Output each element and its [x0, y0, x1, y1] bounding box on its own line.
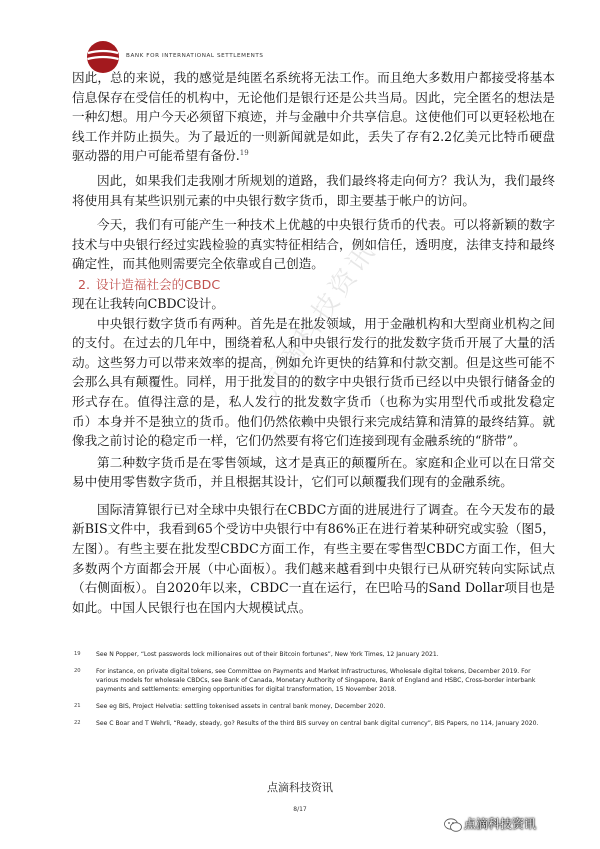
watermark: 点滴科技资讯: [254, 235, 383, 401]
footnote-number: 22: [74, 720, 81, 726]
paragraph-text: 因此，总的来说，我的感觉是纯匿名系统将无法工作。而且绝大多数用户都接受将基本信息保存在受信任的机构中，无论他们是银行还是公共当局。因此，完全匿名的想法是一种幻想。用户今天必须留下痕迹，并与金融中介共享信息。这使他们可以更轻松地在线工作并防止损失。为了最近的一则新闻就是如此，丢失了存有2.2亿美元比特币硬盘驱动器的用户可能希望有备份.: [72, 70, 555, 164]
footnote-number: 21: [74, 703, 81, 709]
wechat-badge[interactable]: [444, 815, 594, 835]
footnote-text: For instance, on private digital tokens, see Committee on Payments and Market Infrastructures, Wholesale digital tokens, December 2019. For various models for wholesale CBDCs, see Bank of Canada, Monetary Authority of Singapore, Bank of England and HSBC, Cross-border interbank payments and settlements: emerging opportunities for digital transformation, 15 November 2018.: [96, 668, 536, 693]
paragraph: 因此，如果我们走我刚才所规划的道路，我们最终将走向何方？我认为，我们最终将使用具有某些识别元素的中央银行数字货币，即主要基于帐户的访问。: [72, 172, 555, 208]
footnote: [74, 719, 544, 728]
footnote-text: See N Popper, “Lost passwords lock millionaires out of their Bitcoin fortunes”, New York Times, 12 January 2021.: [96, 651, 439, 658]
footnote-text: See eg BIS, Project Helvetia: settling tokenised assets in central bank money, December 2020.: [96, 703, 386, 710]
org-name: BANK FOR INTERNATIONAL SETTLEMENTS: [126, 53, 264, 59]
footnote-number: 19: [74, 651, 81, 657]
paragraph: 第二种数字货币是在零售领域，这才是真正的颠覆所在。家庭和企业可以在日常交易中使用零售数字货币，并且根据其设计，它们可以颠覆我们现有的金融系统。: [72, 454, 555, 490]
footnote: [74, 702, 544, 711]
footnote: [74, 667, 544, 694]
main-text: [72, 68, 555, 617]
paragraph: 中央银行数字货币有两种。首先是在批发领域，用于金融机构和大型商业机构之间的支付。在过去的几年中，围绕着私人和中央银行发行的批发数字货币开展了大量的活动。这些努力可以带来效率的提高，例如允许更快的结算和付款交割。但是这些可能不会那么具有颠覆性。同样，用于批发目的的数字中央银行货币已经以中央银行储备金的形式存在。值得注意的是，私人发行的批发数字货币（也称为实用型代币或批发稳定币）本身并不是独立的货币。他们仍然依赖中央银行来完成结算和清算的最终结算。就像我之前讨论的稳定币一样，它们仍然要有将它们连接到现有金融系统的“脐带”。: [72, 315, 555, 449]
section-number: 2.: [78, 276, 91, 292]
section-title: 设计造福社会的CBDC: [96, 276, 221, 292]
footer-label: 点滴科技资讯: [267, 781, 333, 794]
footnote-number: 20: [74, 668, 81, 674]
page-number: 8/17: [293, 806, 307, 813]
paragraph: 国际清算银行已对全球中央银行在CBDC方面的进展进行了调查。在今天发布的最新BIS文件中，我看到65个受访中央银行中有86%正在进行着某种研究或实验（图5，左图）。有些主要在批发型CBDC方面工作，有些主要在零售型CBDC方面工作，但大多数两个方面都会开展（中心面板）。我们越来越看到中央银行已从研究转向实际试点（右侧面板）。自2020年以来，CBDC一直在运行，在巴哈马的Sand Dollar项目也是如此。中国人民银行也在国内大规模试点。: [72, 501, 555, 615]
wechat-label: 点滴科技资讯: [464, 817, 537, 831]
paragraph: [72, 68, 555, 166]
footnote-ref[interactable]: 19: [239, 149, 249, 158]
paragraph: 今天，我们有可能产生一种技术上优越的中央银行货币的代表。可以将新颖的数字技术与中央银行经过实践检验的真实特征相结合，例如信任，透明度，法律支持和最终确定性，而其他则需要完全依靠或自己创造。: [72, 217, 555, 272]
paragraph: 现在让我转向CBDC设计。: [72, 295, 224, 311]
footnote-text: See C Boar and T Wehrli, “Ready, steady, go? Results of the third BIS survey on central bank digital currency”, BIS Papers, no 114, January 2020.: [96, 720, 539, 727]
section-heading: [72, 276, 555, 294]
footnotes: [74, 650, 544, 736]
wechat-icon: [444, 818, 462, 832]
footnote: [74, 650, 544, 659]
